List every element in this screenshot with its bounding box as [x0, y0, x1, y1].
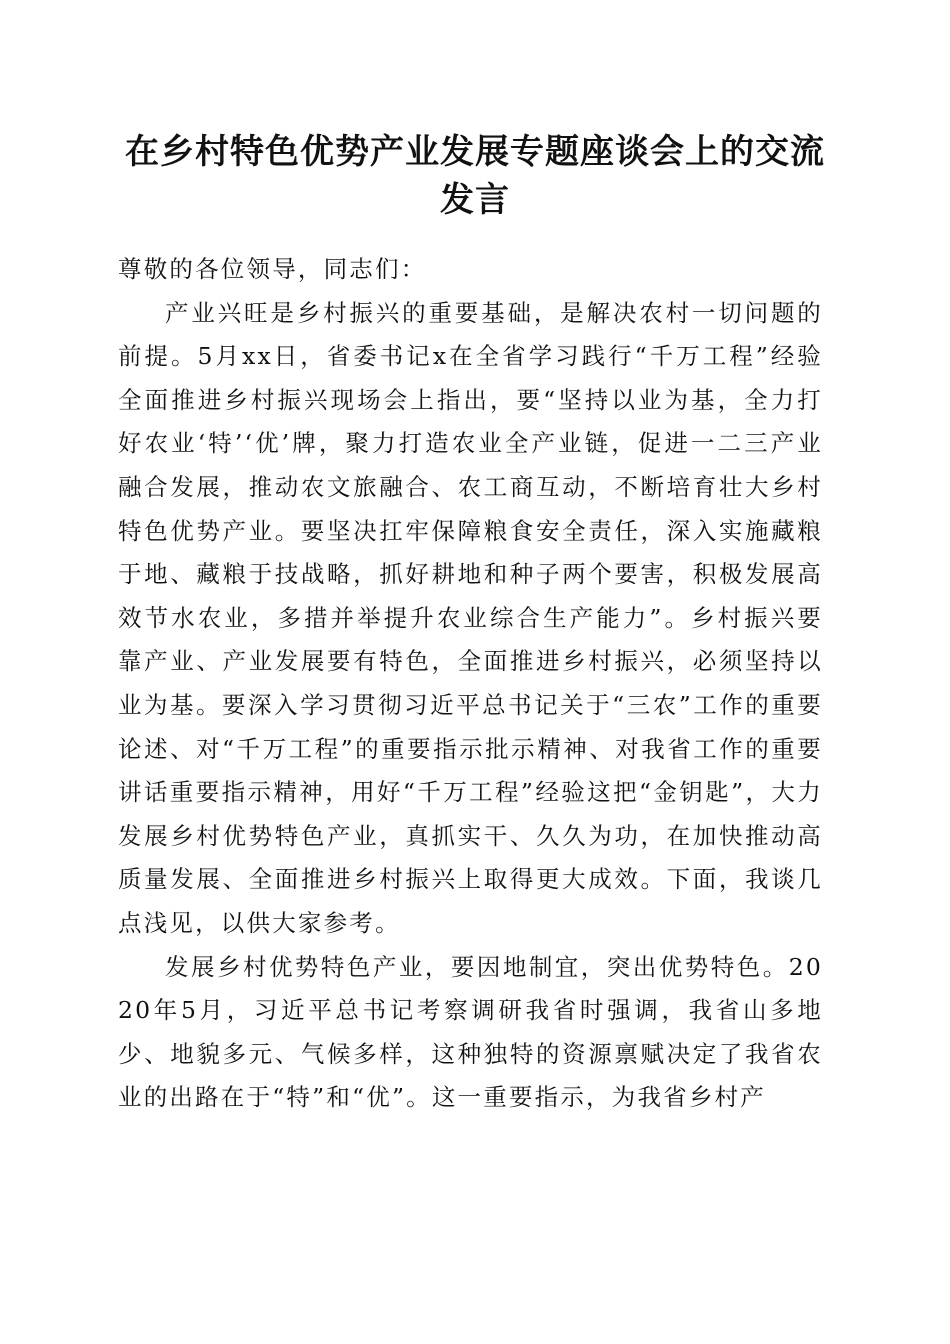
- document-body: [118, 248, 823, 1120]
- paragraph-2: 发展乡村优势特色产业，要因地制宜，突出优势特色。2020年5月，习近平总书记考察调研我省时强调，我省山多地少、地貌多元、气候多样，这种独特的资源禀赋决定了我省农业的出路在于“特”和“优”。这一重要指示，为我省乡村产: [118, 952, 823, 1112]
- document-title: 在乡村特色优势产业发展专题座谈会上的交流发言: [125, 132, 825, 220]
- paragraph-1: 产业兴旺是乡村振兴的重要基础，是解决农村一切问题的前提。5月xx日，省委书记x在全省学习践行“千万工程”经验全面推进乡村振兴现场会上指出，要“坚持以业为基，全力打好农业‘特’‘优’牌，聚力打造农业全产业链，促进一二三产业融合发展，推动农文旅融合、农工商互动，不断培育壮大乡村特色优势产业。要坚决扛牢保障粮食安全责任，深入实施藏粮于地、藏粮于技战略，抓好耕地和种子两个要害，积极发展高效节水农业，多措并举提升农业综合生产能力”。乡村振兴要靠产业、产业发展要有特色，全面推进乡村振兴，必须坚持以业为基。要深入学习贯彻习近平总书记关于“三农”工作的重要论述、对“千万工程”的重要指示批示精神、对我省工作的重要讲话重要指示精神，用好“千万工程”经验这把“金钥匙”，大力发展乡村优势特色产业，真抓实干、久久为功，在加快推动高质量发展、全面推进乡村振兴上取得更大成效。下面，我谈几点浅见，以供大家参考。: [118, 298, 823, 937]
- salutation: 尊敬的各位领导，同志们：: [118, 255, 427, 283]
